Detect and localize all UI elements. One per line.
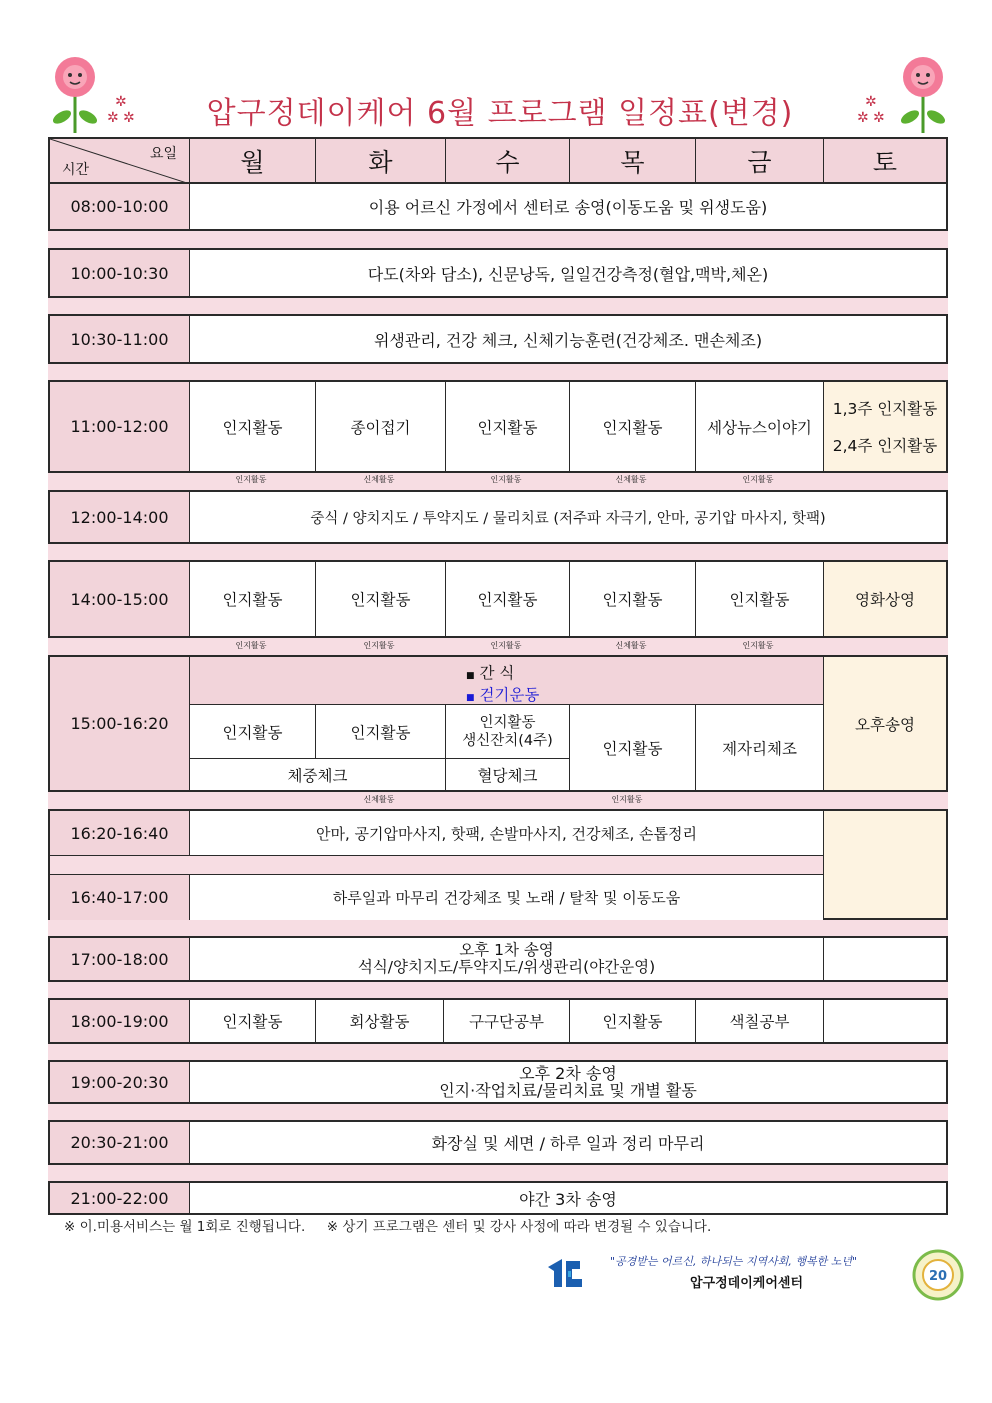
saturday-note	[824, 811, 946, 918]
row-1500	[48, 655, 948, 792]
activity-line: 오후 2차 송영	[519, 1064, 617, 1083]
center-logo	[544, 1253, 584, 1293]
svg-text:✲: ✲	[865, 94, 877, 110]
time-cell: 16:20-16:40	[50, 811, 190, 855]
activity-cell: 야간 3차 송영	[519, 1189, 617, 1209]
birthday-party: 생신잔치(4주)	[462, 732, 553, 749]
activity-cell	[190, 938, 824, 980]
row-1700	[48, 936, 948, 982]
footnote: ※ 이.미용서비스는 월 1회로 진행됩니다. ※ 상기 프로그램은 센터 및 강사 사정에 따라 변경될 수 있습니다.	[64, 1219, 712, 1235]
activity-tag: 인지활동	[742, 475, 774, 484]
time-cell: 21:00-22:00	[50, 1183, 190, 1213]
activity-cell: 종이접기	[316, 382, 446, 471]
badge-number: 20	[928, 1269, 948, 1284]
row-divider	[50, 855, 824, 875]
row-1900	[48, 1060, 948, 1104]
activity-tag: 인지활동	[235, 475, 267, 484]
activity-tag: 신체활동	[615, 641, 647, 650]
activity-cell: 색칠공부	[696, 1000, 824, 1042]
row-1030	[48, 314, 948, 364]
activity-cell: 인지활동	[570, 1000, 696, 1042]
activity-cell: 인지활동	[696, 562, 824, 636]
snack-item: ■ 간 식	[466, 664, 515, 682]
row-divider	[48, 1165, 948, 1182]
activity-line: 오후 1차 송영	[459, 941, 554, 959]
time-cell: 10:30-11:00	[50, 316, 190, 362]
anniversary-badge	[912, 1249, 964, 1301]
activity-cell: 인지활동	[316, 705, 446, 759]
activity-cell: 인지활동	[446, 562, 570, 636]
slogan: "공경받는 어르신, 하나되는 지역사회, 행복한 노년"	[610, 1255, 858, 1268]
row-1620	[50, 811, 824, 855]
saturday-week-1-3: 1,3주 인지활동	[832, 400, 938, 419]
row-1620-1700	[48, 809, 948, 920]
flower-icon	[888, 55, 958, 135]
time-cell: 11:00-12:00	[50, 382, 190, 471]
svg-text:✲: ✲	[123, 110, 135, 126]
activity-cell: 인지활동	[190, 382, 316, 471]
row-2100	[48, 1181, 948, 1215]
row-2030	[48, 1120, 948, 1165]
time-cell: 18:00-19:00	[50, 1000, 190, 1042]
corner-time-label: 시간	[62, 162, 90, 178]
row-divider	[48, 792, 948, 810]
weight-check-cell: 체중체크	[190, 759, 446, 790]
activity-cell: 인지활동	[190, 705, 316, 759]
time-cell: 20:30-21:00	[50, 1122, 190, 1163]
activity-cell: 안마, 공기압마사지, 핫팩, 손발마사지, 건강체조, 손톱정리	[316, 824, 697, 843]
activity-cell: 중식 / 양치지도 / 투약지도 / 물리치료 (저주파 자극기, 안마, 공기압 마사지, 핫팩)	[310, 510, 826, 527]
sparkle-icon	[855, 94, 891, 126]
activity-cell: 인지활동	[570, 705, 696, 790]
saturday-cell	[824, 938, 946, 980]
day-fri: 금	[696, 139, 824, 182]
row-divider	[48, 231, 948, 249]
activity-cell	[190, 1062, 946, 1102]
row-divider	[48, 364, 948, 381]
flower-icon	[40, 55, 110, 135]
saturday-cell: 영화상영	[824, 562, 946, 636]
time-cell: 14:00-15:00	[50, 562, 190, 636]
snack-walk-cell	[190, 657, 824, 705]
row-divider	[48, 298, 948, 315]
page-title: 압구정데이케어 6월 프로그램 일정표(변경)	[206, 96, 794, 131]
saturday-cell	[824, 382, 946, 471]
time-cell: 17:00-18:00	[50, 938, 190, 980]
blood-sugar-cell: 혈당체크	[446, 759, 570, 790]
time-cell: 19:00-20:30	[50, 1062, 190, 1102]
activity-cell: 인지활동	[446, 382, 570, 471]
activity-cell: 화장실 및 세면 / 하루 일과 정리 마무리	[431, 1134, 705, 1153]
activity-tag: 인지활동	[490, 641, 522, 650]
activity-line: 인지·작업치료/물리치료 및 개별 활동	[439, 1081, 697, 1100]
header-corner	[50, 139, 190, 182]
day-sat: 토	[824, 139, 946, 182]
activity-tag: 인지활동	[611, 795, 643, 804]
row-divider	[48, 920, 948, 937]
wed-activity: 인지활동	[479, 714, 536, 731]
table-header	[48, 137, 948, 184]
row-1640	[50, 875, 824, 920]
day-mon: 월	[190, 139, 316, 182]
snack-label: 간 식	[479, 664, 515, 682]
activity-cell: 세상뉴스이야기	[696, 382, 824, 471]
row-1200	[48, 490, 948, 544]
day-wed: 수	[446, 139, 570, 182]
row-divider	[48, 1044, 948, 1061]
row-1400	[48, 560, 948, 638]
saturday-cell: 오후송영	[824, 657, 946, 790]
row-1100	[48, 380, 948, 473]
activity-tag: 인지활동	[490, 475, 522, 484]
row-divider	[48, 982, 948, 999]
activity-cell: 구구단공부	[444, 1000, 570, 1042]
svg-text:✲: ✲	[857, 110, 869, 126]
activity-cell: 다도(차와 담소), 신문낭독, 일일건강측정(혈압,맥박,체온)	[367, 264, 769, 284]
activity-cell: 인지활동	[190, 562, 316, 636]
activity-tag: 인지활동	[742, 641, 774, 650]
time-cell: 12:00-14:00	[50, 492, 190, 542]
activity-cell: 하루일과 마무리 건강체조 및 노래 / 탈착 및 이동도움	[332, 889, 681, 907]
row-1000	[48, 248, 948, 298]
row-0800	[48, 182, 948, 231]
corner-day-label: 요일	[149, 146, 177, 162]
activity-cell: 인지활동	[190, 1000, 316, 1042]
activity-cell: 회상활동	[316, 1000, 444, 1042]
activity-tag: 신체활동	[363, 795, 395, 804]
day-thu: 목	[570, 139, 696, 182]
activity-cell: 제자리체조	[696, 705, 824, 790]
activity-cell: 인지활동	[570, 562, 696, 636]
activity-cell: 인지활동	[316, 562, 446, 636]
row-1800	[48, 998, 948, 1044]
svg-text:✲: ✲	[115, 94, 127, 110]
row-divider	[48, 544, 948, 561]
activity-cell: 이용 어르신 가정에서 센터로 송영(이동도움 및 위생도움)	[368, 198, 768, 217]
time-cell: 08:00-10:00	[50, 184, 190, 229]
activity-cell	[446, 705, 570, 759]
time-cell: 10:00-10:30	[50, 250, 190, 296]
time-cell: 15:00-16:20	[50, 657, 190, 790]
row-divider	[48, 1104, 948, 1121]
day-tue: 화	[316, 139, 446, 182]
saturday-cell	[824, 1000, 946, 1042]
svg-text:✲: ✲	[107, 110, 119, 126]
saturday-week-2-4: 2,4주 인지활동	[832, 436, 938, 455]
activity-cell: 위생관리, 건강 체크, 신체기능훈련(건강체조. 맨손체조)	[373, 330, 763, 350]
svg-text:✲: ✲	[873, 110, 885, 126]
activity-tag: 신체활동	[615, 475, 647, 484]
center-name: 압구정데이케어센터	[690, 1276, 804, 1291]
activity-line: 석식/양치지도/투약지도/위생관리(야간운영)	[357, 958, 656, 976]
walk-label: 걷기운동	[479, 686, 540, 704]
walk-item: ■ 걷기운동	[466, 686, 540, 704]
activity-tag: 인지활동	[235, 641, 267, 650]
time-cell: 16:40-17:00	[50, 875, 190, 920]
activity-cell: 인지활동	[570, 382, 696, 471]
activity-tag: 인지활동	[363, 641, 395, 650]
activity-tag: 신체활동	[363, 475, 395, 484]
